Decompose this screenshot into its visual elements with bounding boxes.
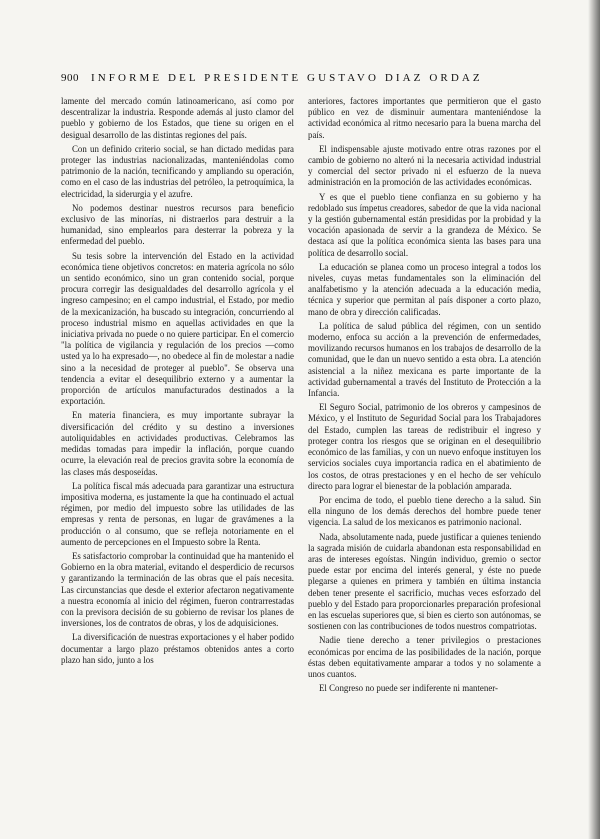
paragraph: La educación se planea como un proceso integral a todos los niveles, cuyas metas fundamentales son la eliminación del analfabetismo y la atención adecuada a la educación media, técnica y superior que permitan al país disponer a corto plazo, mano de obra y dirección calificadas. xyxy=(308,261,541,317)
paragraph: La diversificación de nuestras exportaciones y el haber podido documentar a largo plazo préstamos obtenidos antes a corto plazo han sido, junto a los xyxy=(61,632,294,665)
paragraph: anteriores, factores importantes que permitieron que el gasto público en vez de disminuir aumentara manteniéndose la actividad económica al ritmo necesario para la buena marcha del país. xyxy=(308,96,541,140)
paragraph: Con un definido criterio social, se han dictado medidas para proteger las industrias nacionalizadas, manteniéndolas como patrimonio de la nación, tecnificando y ampliando su operación, como en el caso de las industrias del petróleo, la petroquímica, la electricidad, la siderurgia y el azufre. xyxy=(61,143,294,199)
paragraph: Su tesis sobre la intervención del Estado en la actividad económica tiene objetivos concretos: en materia agrícola no sólo un sentido económico, sino un gran contenido social, porque procura corregir las desigualdades del desarrollo agrícola y el ingreso campesino; en el campo industrial, el Estado, por medio de la mexicanización, ha buscado su integración, concurriendo al proceso industrial mismo en aquellas actividades en que la iniciativa privada no puede o no quiere participar. En el comercio "la política de vigilancia y regulación de los precios —como usted ya lo ha expresado—, no obedece al fin de molestar a nadie sino a la necesidad de proteger al pueblo". Se observa una tendencia a evitar el desequilibrio externo y a aumentar la proporción de artículos manufacturados destinados a la exportación. xyxy=(61,250,294,407)
right-column xyxy=(308,96,541,826)
paragraph: lamente del mercado común latinoamericano, así como por descentralizar la industria. Responde además al justo clamor del pueblo y gobierno de los Estados, que tiene su origen en el desigual desarrollo de las distintas regiones del país. xyxy=(61,96,294,140)
paragraph: La política de salud pública del régimen, con un sentido moderno, enfoca su acción a la prevención de enfermedades, movilizando recursos humanos en los trabajos de desarrollo de la comunidad, que le dan un nuevo sentido a esta obra. La atención asistencial a la niñez mexicana es parte importante de la actividad gubernamental a través del Instituto de Protección a la Infancia. xyxy=(308,320,541,399)
paragraph: El indispensable ajuste motivado entre otras razones por el cambio de gobierno no alteró ni la necesaria actividad industrial y comercial del sector privado ni el esfuerzo de la nueva administración en la promoción de las actividades económicas. xyxy=(308,143,541,188)
left-column xyxy=(61,96,294,826)
paragraph: Nada, absolutamente nada, puede justificar a quienes teniendo la sagrada misión de cuidarla abandonan esta responsabilidad en aras de intereses egoístas. Ningún individuo, gremio o sector puede estar por encima del interés general, y éste no puede plegarse a quienes en primera y también en última instancia deben tener presente el sacrificio, muchas veces esforzado del pueblo y del Estado para proporcionarles preparación profesional en las escuelas superiores que, si bien es cierto son autónomas, se sostienen con las contribuciones de todos nuestros compatriotas. xyxy=(308,531,541,632)
paragraph: Y es que el pueblo tiene confianza en su gobierno y ha redoblado sus ímpetus creadores, sabedor de que la vida nacional y la gestión gubernamental están presididas por la probidad y la vocación apasionada de servir a la grandeza de México. Se destaca así que la política económica sienta las bases para una política de desarrollo social. xyxy=(308,191,541,258)
paragraph: Por encima de todo, el pueblo tiene derecho a la salud. Sin ella ninguno de los demás derechos del hombre puede tener vigencia. La salud de los mexicanos es patrimonio nacional. xyxy=(308,494,541,528)
paragraph: El Congreso no puede ser indiferente ni mantener- xyxy=(319,683,498,694)
paragraph: La política fiscal más adecuada para garantizar una estructura impositiva moderna, es justamente la que ha continuado el actual régimen, por medio del impuesto sobre las utilidades de las empresas y renta de personas, en lugar de gravámenes a la producción o al consumo, que se refleja notoriamente en el aumento de percepciones en el Impuesto sobre la Renta. xyxy=(61,480,294,547)
paragraph: No podemos destinar nuestros recursos para beneficio exclusivo de las minorías, ni distraerlos para destruir a la humanidad, sino emplearlos para desterrar la pobreza y la enfermedad del pueblo. xyxy=(61,202,294,247)
paragraph: En materia financiera, es muy importante subrayar la diversificación del crédito y su destino a inversiones autoliquidables en actividades productivas. Celebramos las medidas tomadas para impedir la inflación, porque cuando ocurre, la elevación real de precios gravita sobre la economía de las clases más desposeídas. xyxy=(61,410,294,477)
paragraph: Nadie tiene derecho a tener privilegios o prestaciones económicas por encima de las posibilidades de la nación, porque éstas deben equitativamente amparar a todos y no solamente a unos cuantos. xyxy=(308,635,541,679)
paragraph: Es satisfactorio comprobar la continuidad que ha mantenido el Gobierno en la obra material, evitando el desperdicio de recursos y garantizando la terminación de las obras que el país necesita. Las circunstancias que desde el exterior afectaron negativamente a nuestra economía al inicio del régimen, fueron contrarrestadas con la previsora decisión de su gobierno de revisar los planes de inversiones, los de contratos de obras, y los de adquisiciones. xyxy=(61,550,294,629)
page-number: 900 xyxy=(61,72,79,84)
running-title: INFORME DEL PRESIDENTE GUSTAVO DIAZ ORDAZ xyxy=(91,72,483,84)
page-header xyxy=(61,72,541,86)
page-edge-shadow xyxy=(588,0,600,839)
paragraph: El Seguro Social, patrimonio de los obreros y campesinos de México, y el Instituto de Seguridad Social para los Trabajadores del Estado, cumplen las tareas de redistribuir el ingreso y proteger contra los riesgos que se originan en el desequilibrio económico de las familias, y con un nuevo enfoque instituyen los servicios sociales cuya importancia radica en el abatimiento de los costos, de otras prestaciones y en el hecho de ser vehículo directo para lograr el bienestar de la población amparada. xyxy=(308,402,541,491)
